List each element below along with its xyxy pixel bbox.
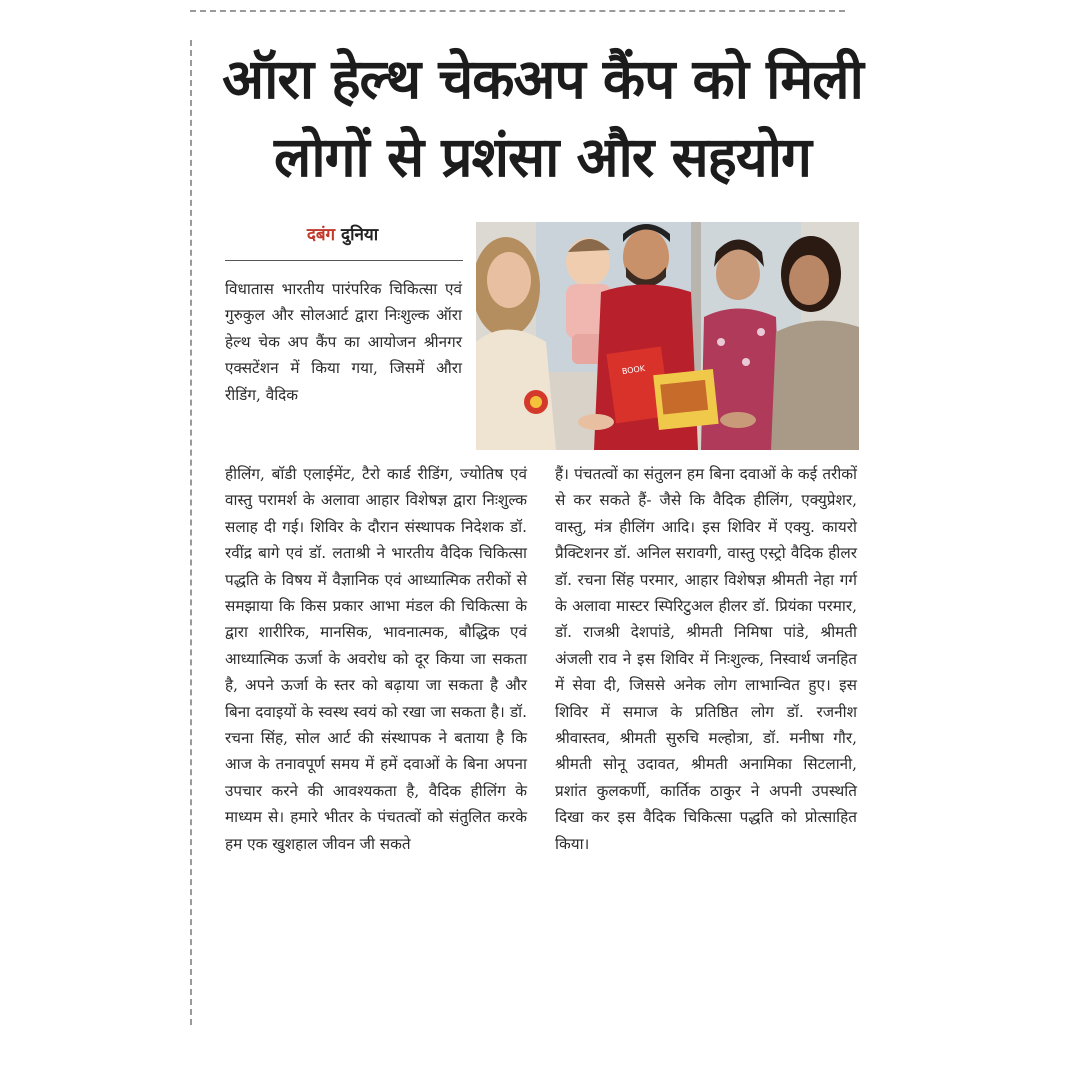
headline-line-2: लोगों से प्रशंसा और सहयोग [274,125,811,189]
news-photo-illustration [476,222,859,450]
clipping-top-border [190,10,845,12]
headline [205,40,880,196]
article-column-1-bottom: हीलिंग, बॉडी एलाईमेंट, टैरो कार्ड रीडिंग, ज्योतिष एवं वास्तु परामर्श के अलावा आहार विशेषज्ञ द्वारा निःशुल्क सलाह दी गई। शिविर के दौरान संस्थापक निदेशक डॉ. रवींद्र बागे एवं डॉ. लताश्री ने भारतीय वैदिक चिकित्सा पद्धति के विषय में वैज्ञानिक एवं आध्यात्मिक तरीकों से समझाया कि किस प्रकार आभा मंडल की चिकित्सा के द्वारा शारीरिक, मानसिक, भावनात्मक, बौद्धिक एवं आध्यात्मिक ऊर्जा के अवरोध को दूर किया जा सकता है, अपने ऊर्जा के स्तर को बढ़ाया जा सकता है और बिना दवाइयों के स्वस्थ स्वयं को रखा जा सकता है। डॉ. रचना सिंह, सोल आर्ट की संस्थापक ने बताया है कि आज के तनावपूर्ण समय में हमें दवाओं के बिना अपना उपचार करने की आवश्यकता है, वैदिक हीलिंग के माध्यम से। हमारे भीतर के पंचतत्वों को संतुलित करके हम एक खुशहाल जीवन जी सकते [225,465,527,853]
article-column-1-top: विधातास भारतीय पारंपरिक चिकित्सा एवं गुरुकुल और सोलआर्ट द्वारा निःशुल्क ऑरा हेल्थ चेक अप कैंप का आयोजन श्रीनगर एक्सटेंशन में किया गया, जिसमें औरा रीडिंग, वैदिक [225,280,462,404]
news-photo [476,222,859,450]
byline-brand-part-1: दबंग [306,225,336,245]
book-label: BOOK [621,363,646,377]
byline-divider [225,260,463,261]
headline-line-1: ऑरा हेल्थ चेकअप कैंप को मिली [222,47,863,111]
byline [225,222,460,245]
byline-brand-part-2: दुनिया [341,225,379,245]
article-column-2: हैं। पंचतत्वों का संतुलन हम बिना दवाओं के कई तरीकों से कर सकते हैं- जैसे कि वैदिक हीलिंग, एक्युप्रेशर, वास्तु, मंत्र हीलिंग आदि। इस शिविर में एक्यु. कायरो प्रैक्टिशनर डॉ. अनिल सरावगी, वास्तु एस्ट्रो वैदिक हीलर डॉ. रचना सिंह परमार, आहार विशेषज्ञ श्रीमती नेहा गर्ग के अलावा मास्टर स्पिरिटुअल हीलर डॉ. प्रियंका परमार, डॉ. राजश्री देशपांडे, श्रीमती निमिषा पांडे, श्रीमती अंजली राव ने इस शिविर में निःशुल्क, निस्वार्थ जनहित में सेवा दी, जिससे अनेक लोग लाभान्वित हुए। इस शिविर में समाज के प्रतिष्ठित लोग डॉ. रजनीश श्रीवास्तव, श्रीमती सुरुचि मल्होत्रा, डॉ. मनीषा गौर, श्रीमती सोनू उदावत, श्रीमती अनामिका सिटलानी, प्रशांत कुलकर्णी, कार्तिक ठाकुर ने अपनी उपस्थति दिखा कर इस वैदिक चिकित्सा पद्धति को प्रोत्साहित किया। [555,465,857,853]
clipping-left-border [190,40,192,1025]
